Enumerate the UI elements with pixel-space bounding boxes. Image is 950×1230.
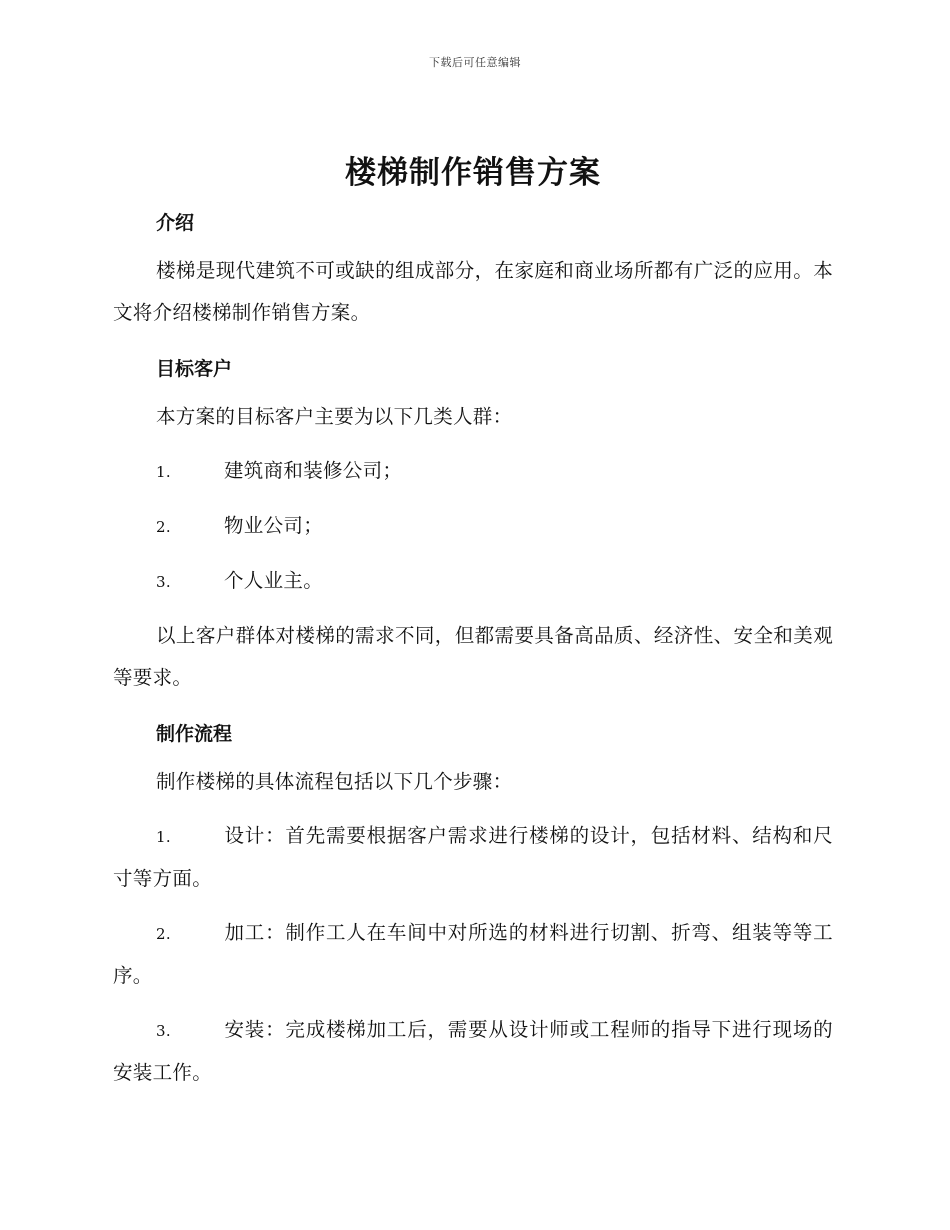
section-heading-intro: 介绍 — [156, 212, 195, 234]
list-number: 2. — [156, 925, 171, 943]
list-number: 3. — [156, 573, 171, 591]
list-item — [113, 505, 833, 548]
page-title: 楼梯制作销售方案 — [345, 155, 601, 191]
list-text: 加工：制作工人在车间中对所选的材料进行切割、折弯、组装等等工序。 — [113, 921, 833, 987]
process-lead: 制作楼梯的具体流程包括以下几个步骤： — [156, 770, 513, 793]
list-item — [113, 912, 833, 997]
list-text: 建筑商和装修公司； — [224, 459, 403, 482]
section-heading-process: 制作流程 — [156, 723, 233, 745]
list-number: 1. — [156, 828, 171, 846]
list-text: 安装：完成楼梯加工后，需要从设计师或工程师的指导下进行现场的安装工作。 — [113, 1018, 833, 1084]
list-item — [113, 450, 833, 493]
customers-closing: 以上客户群体对楼梯的需求不同，但都需要具备高品质、经济性、安全和美观等要求。 — [113, 624, 833, 689]
list-item — [113, 560, 833, 603]
list-item — [113, 1009, 833, 1094]
list-text: 物业公司； — [224, 514, 324, 537]
intro-paragraph: 楼梯是现代建筑不可或缺的组成部分，在家庭和商业场所都有广泛的应用。本文将介绍楼梯制作销售方案。 — [113, 259, 833, 324]
list-number: 1. — [156, 463, 171, 481]
document-body — [113, 150, 833, 1094]
list-item — [113, 815, 833, 900]
list-number: 2. — [156, 518, 171, 536]
section-heading-customers: 目标客户 — [156, 358, 233, 380]
list-text: 设计：首先需要根据客户需求进行楼梯的设计，包括材料、结构和尺寸等方面。 — [113, 824, 833, 890]
list-text: 个人业主。 — [224, 569, 324, 592]
header-note: 下载后可任意编辑 — [429, 56, 521, 69]
customers-lead: 本方案的目标客户主要为以下几类人群： — [156, 405, 513, 428]
list-number: 3. — [156, 1022, 171, 1040]
